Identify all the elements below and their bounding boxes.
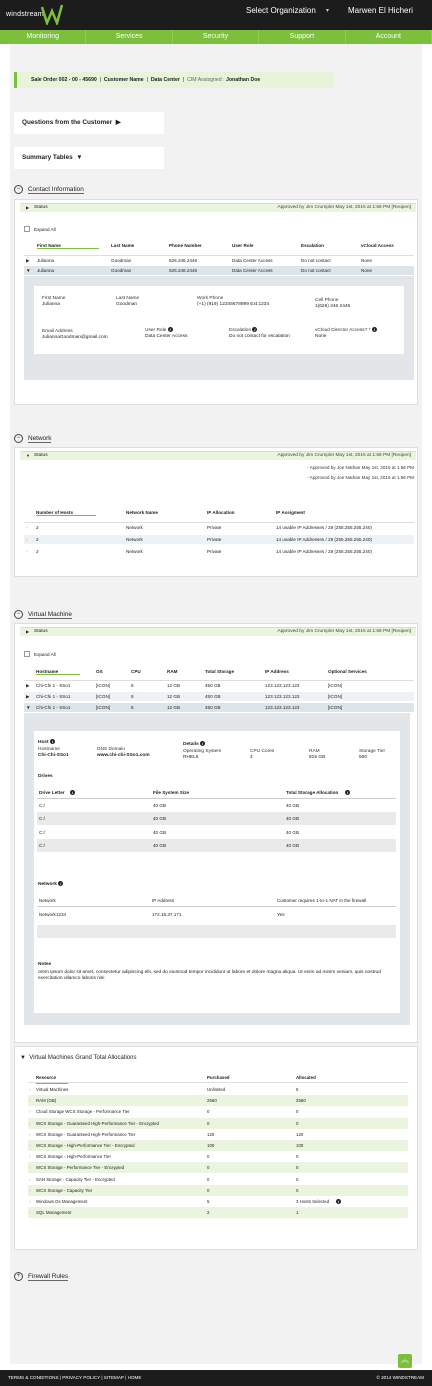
copyright: © 2014 WINDSTREAM: [376, 1375, 424, 1380]
escalation-field: Escalation i Do not contact for escalation: [229, 327, 290, 339]
resource-cell: RAM (GB): [36, 1098, 57, 1104]
allocated-cell: 0: [296, 1154, 299, 1160]
info-icon[interactable]: i: [346, 790, 349, 796]
resource-cell: WCS Storage - Guaranteed High-Performance Tier - Encrypted: [36, 1120, 159, 1126]
alloc-row: › WCS Storage - Performance Tier - Encrypted 0 0: [28, 1162, 408, 1173]
info-icon[interactable]: i: [60, 881, 62, 886]
cell: 8: [131, 705, 134, 710]
chevron-down-icon[interactable]: ▾: [326, 8, 330, 14]
cell: 123.123.123.123: [265, 683, 300, 688]
table-row-expanded[interactable]: [24, 703, 414, 712]
allocated-cell: 120: [296, 1131, 304, 1137]
customer-name: Customer Name: [103, 77, 144, 83]
cim-name: Jonathan Doe: [226, 77, 261, 83]
cell: 450 GB: [205, 683, 221, 688]
col-fs-size: File System Size: [153, 790, 190, 795]
vm-table-header: [24, 669, 414, 677]
expand-icon[interactable]: ▶: [26, 683, 30, 688]
cell: Data Center Access: [232, 258, 273, 263]
table-row[interactable]: [24, 680, 414, 689]
cell: Private: [207, 525, 222, 530]
cell: Network: [126, 525, 143, 530]
alloc-table-header: [28, 1072, 408, 1083]
cell: 2: [36, 525, 39, 530]
data-center: Data Center: [150, 77, 180, 83]
allocated-cell: 3 Hosts Selected: [296, 1199, 330, 1204]
status-label: Status: [34, 453, 48, 458]
nav-services[interactable]: Services: [86, 30, 172, 44]
nav-support[interactable]: Support: [259, 30, 345, 44]
resource-cell: WCS Storage - Capacity Tier: [36, 1187, 93, 1193]
cell: 450 GB: [205, 694, 221, 699]
resource-cell: WCS Storage - High-Performance Tier - Encrypted: [36, 1143, 135, 1148]
expand-all-label: Expand All: [34, 226, 56, 232]
table-row[interactable]: › 2 Network Private 14 usable IP Addresses / 28 (255.255.255.240): [26, 549, 372, 554]
purchased-cell: 0: [207, 1187, 210, 1193]
cell: [ICON]: [328, 705, 343, 710]
firewall-section-header[interactable]: [14, 1272, 68, 1281]
cell: None: [361, 258, 372, 263]
vm-network-empty-row: [37, 925, 396, 938]
contact-detail: [34, 286, 404, 354]
cell: Do not contact: [301, 258, 331, 263]
cell: 8: [131, 683, 134, 688]
col-last-name[interactable]: Last Name: [111, 243, 135, 248]
host-label: Host i: [38, 739, 54, 745]
cell: 626.246.2446: [169, 268, 198, 273]
col-purchased[interactable]: Purchased: [207, 1075, 230, 1080]
drives-header: [37, 786, 396, 799]
resource-cell: WCS Storage - Performance Tier - Encrypted: [36, 1165, 125, 1171]
vm-title: Virtual Machine: [28, 610, 72, 618]
purchased-cell: 0: [207, 1165, 210, 1171]
windstream-logo-icon: [40, 3, 64, 25]
resource-cell: SQL Management: [36, 1210, 72, 1216]
table-row[interactable]: [24, 255, 414, 264]
questions-card[interactable]: [14, 112, 164, 134]
cell: Private: [207, 549, 222, 554]
cell: 123.123.123.123: [265, 705, 300, 710]
info-icon[interactable]: i: [71, 790, 74, 796]
resource-cell: Cloud Storage WCS Storage - Performance Tier: [36, 1109, 130, 1115]
cell: Chi-Chi 1 - SSo1: [36, 705, 71, 710]
cell: [ICON]: [328, 694, 343, 699]
purchased-cell: 100: [207, 1143, 215, 1148]
nav-security[interactable]: Security: [173, 30, 259, 44]
top-header: [0, 0, 432, 30]
resource-cell: SAN Storage - Capacity Tier - Encrypted: [36, 1176, 115, 1182]
cell: [ICON]: [96, 705, 111, 710]
col-ram[interactable]: RAM: [167, 669, 178, 674]
col-os[interactable]: OS: [96, 669, 103, 674]
network-title: Network: [28, 434, 52, 442]
cim-label: CIM Assisgned :: [187, 77, 225, 83]
alloc-title: Virtual Machines Grand Total Allocations: [29, 1055, 137, 1061]
allocated-cell: 1: [296, 1210, 299, 1216]
caret-down-icon: ▼: [76, 154, 83, 161]
vcloud-field: vCloud Director Access? * i None: [315, 327, 375, 339]
contact-title: Contact Information: [28, 185, 84, 193]
resource-cell: WCS Storage - High-Performance Tier: [36, 1154, 111, 1160]
caret-right-icon: ▶: [115, 119, 121, 126]
col-cpu[interactable]: CPU: [131, 669, 141, 674]
os-field: Operating System RHEL6: [183, 749, 222, 760]
user-role-field: User Role i Data Center Access: [145, 327, 188, 339]
col-user-role[interactable]: User Role: [232, 243, 254, 248]
cell: Data Center Access: [232, 268, 273, 273]
contact-table-header: [24, 243, 414, 251]
expand-all-checkbox[interactable]: [24, 226, 56, 232]
col-drive-letter: Drive Letter: [39, 790, 65, 795]
expand-all-label: Expand All: [34, 651, 56, 657]
sale-order-number: Sale Order 002 - 00 - 45690: [31, 77, 97, 83]
drive-row: C:/ 40 GB 40 GB: [39, 803, 300, 808]
drive-row: C:/ 40 GB 40 GB: [37, 812, 396, 825]
storage-tier-field: Storage Tier 500: [359, 749, 386, 760]
cell: Julianna: [37, 268, 55, 273]
col-phone[interactable]: Phone Number: [169, 243, 202, 248]
allocated-cell: 100: [296, 1143, 304, 1148]
info-icon[interactable]: i: [51, 739, 54, 744]
cell: 14 usable IP Addresses / 28 (255.255.255.240): [276, 549, 372, 554]
col-first-name[interactable]: First Name: [37, 243, 99, 249]
cell: 450 GB: [205, 705, 221, 710]
vm-network-row: Network1234 172.18.37.171 Yes: [39, 912, 285, 917]
col-escalation[interactable]: Escalation: [301, 243, 324, 248]
footer-links[interactable]: TERMS & CONDITIONS | PRIVACY POLICY | SITEMAP | HOME: [8, 1375, 142, 1380]
alloc-row: › Virtual Machines Unlimited 5: [28, 1084, 408, 1095]
scroll-to-top-button[interactable]: [398, 1354, 412, 1368]
caret-down-icon: ▼: [20, 1055, 26, 1061]
vm-network-header: Network IP Address Customer requires 1-to-1 NAT in the firewall: [37, 894, 396, 907]
summary-label: Summary Tables: [22, 154, 73, 161]
network-label: Network i: [38, 881, 62, 887]
purchased-cell: 2560: [207, 1098, 217, 1104]
resource-cell: Virtual Machines: [36, 1087, 69, 1092]
cell: Chi-Chi 1 - SSo1: [36, 683, 71, 688]
details-label: Details i: [183, 741, 204, 747]
vm-section-header[interactable]: [14, 610, 72, 619]
ram-field: RAM 815 GB: [309, 749, 326, 760]
cell: 2: [36, 537, 39, 542]
cell: 14 usable IP Addresses / 28 (255.255.255.240): [276, 525, 372, 530]
dns-domain-field: DNS Domain www.chi-chi-SSo1.com: [97, 747, 150, 758]
notes-text: orem ipsum dolor sit amet, consectetur adipiscing elit, sed do eiusmod tempor incididunt ut labore et dolore magna aliqua. Ut enim ad minim veniam, quis nostrud exercitation ullamco laboris nisi: [38, 970, 381, 981]
alloc-row: › RAM (GB) 2560 2560: [28, 1095, 408, 1106]
cell: 626.246.2446: [169, 258, 198, 263]
collapse-row-icon[interactable]: ▼: [26, 705, 31, 710]
table-row[interactable]: [24, 692, 414, 701]
footer: [0, 1370, 432, 1386]
cell: Network: [126, 537, 143, 542]
questions-label: Questions from the Customer: [22, 119, 113, 126]
cell: 14 usable IP Addresses / 28 (255.255.255.240): [276, 537, 372, 542]
cell: 12 GB: [167, 694, 181, 699]
alloc-row: › Windows Os Management 5 3 Hosts Selected i: [28, 1196, 408, 1207]
allocated-cell: 0: [296, 1120, 299, 1126]
network-table-header: [24, 510, 414, 518]
checkbox-icon: [24, 226, 30, 232]
cell-phone-field: Cell Phone 1(626) 246 2446: [315, 298, 351, 309]
status-label: Status: [34, 629, 48, 634]
info-icon[interactable]: i: [373, 327, 375, 332]
cell: [ICON]: [328, 683, 343, 688]
col-total-storage[interactable]: Total Storage: [205, 669, 235, 674]
cell: Chi-Chi 1 - SSo1: [36, 694, 71, 699]
cell: Goodman: [111, 268, 132, 273]
vm-status-bar[interactable]: [20, 627, 416, 636]
collapse-icon: −: [14, 434, 23, 443]
main-nav: [0, 30, 432, 44]
col-optional-services[interactable]: Optional Services: [328, 669, 367, 674]
allocated-cell: 0: [296, 1187, 299, 1193]
drive-row: C:/ 40 GB 40 GB: [39, 830, 300, 835]
work-phone-field: Work Phone (+1) (919) 12345678999 Ext.1234: [197, 296, 270, 307]
resource-cell: WCS Storage - Guaranteed High-Performance Tier: [36, 1131, 136, 1137]
caret-right-icon: ▶: [26, 629, 30, 634]
sale-order-bar: Sale Order 002 - 00 - 45690 | Customer Name | Data Center | CIM Assisgned : Jonathan Doe: [14, 72, 334, 88]
col-vcloud[interactable]: vCloud Access: [361, 243, 394, 248]
alloc-header[interactable]: [20, 1055, 136, 1061]
allocated-cell: 0: [296, 1176, 299, 1182]
allocated-cell: 0: [296, 1109, 299, 1115]
table-row[interactable]: › 2 Network Private 14 usable IP Addresses / 28 (255.255.255.240): [24, 535, 414, 544]
alloc-row: › SQL Management 2 1: [28, 1207, 408, 1218]
col-ip-address[interactable]: IP Address: [265, 669, 289, 674]
cell: 2: [36, 549, 39, 554]
network-section-header[interactable]: [14, 434, 51, 443]
firewall-title: Firewall Rules: [28, 1272, 69, 1280]
allocated-cell: 2560: [296, 1098, 306, 1104]
info-icon[interactable]: i: [337, 1199, 340, 1205]
col-ip-allocation[interactable]: IP Allocation: [207, 510, 235, 515]
logo[interactable]: windstream: [6, 11, 44, 18]
summary-tables-card[interactable]: [14, 147, 164, 169]
approval-history: - Approved by Joe Nathan May 1st, 2015 at 1:56 PM: [307, 465, 414, 470]
cpu-cores-field: CPU Cores 4: [250, 749, 275, 760]
purchased-cell: 2: [207, 1210, 210, 1216]
hostname-field: Hostname Chi-Chi-SSo1: [38, 747, 69, 758]
cell: Julianna: [37, 258, 55, 263]
nav-account[interactable]: Account: [346, 30, 432, 44]
table-row-expanded[interactable]: [24, 266, 414, 275]
cell: Network: [126, 549, 143, 554]
cell: 12 GB: [167, 705, 181, 710]
collapse-icon: −: [14, 610, 23, 619]
expand-all-checkbox[interactable]: [24, 651, 56, 657]
double-chevron-up-icon: ︽: [401, 1355, 409, 1364]
col-ip-assignment[interactable]: IP Assigment: [276, 510, 305, 515]
alloc-row: › SAN Storage - Capacity Tier - Encrypted 0 0: [28, 1174, 408, 1185]
checkbox-icon: [24, 651, 30, 657]
approval-text[interactable]: Approved by Jim Crumpler May 1st, 2015 at 1:56 PM [Reopen]: [277, 629, 411, 634]
drives-label: Drives: [38, 774, 53, 779]
notes-label: Notes: [38, 962, 52, 967]
info-icon[interactable]: i: [202, 741, 204, 746]
purchased-cell: 5: [207, 1199, 210, 1204]
cell: [ICON]: [96, 694, 111, 699]
cell: Private: [207, 537, 222, 542]
col-hosts[interactable]: Number of Hosts: [36, 510, 96, 516]
alloc-row: › WCS Storage - Guaranteed High-Performance Tier 120 120: [28, 1129, 408, 1140]
cell: 8: [131, 694, 134, 699]
cell: 12 GB: [167, 683, 181, 688]
collapse-icon: −: [14, 185, 23, 194]
cell: [ICON]: [96, 683, 111, 688]
network-status-bar[interactable]: [20, 451, 416, 460]
alloc-row: › WCS Storage - Capacity Tier 0 0: [28, 1185, 408, 1196]
col-total-alloc: Total Storage Allocation: [286, 790, 339, 795]
resource-cell: Windows Os Management: [36, 1199, 88, 1204]
info-icon[interactable]: i: [169, 327, 171, 332]
purchased-cell: Unlimited: [207, 1087, 226, 1092]
cell: Goodman: [111, 258, 132, 263]
approval-text[interactable]: Approved by Jim Crumpler May 1st, 2015 at 1:56 PM [Reopen]: [277, 205, 411, 210]
info-icon[interactable]: i: [254, 327, 256, 332]
purchased-cell: 0: [207, 1176, 210, 1182]
alloc-row: › WCS Storage - Guaranteed High-Performance Tier - Encrypted 0 0: [28, 1118, 408, 1129]
user-menu[interactable]: Marwen El Hicheri: [348, 6, 413, 15]
alloc-row: › WCS Storage - High-Performance Tier - Encrypted 100 100: [28, 1140, 408, 1151]
purchased-cell: 0: [207, 1154, 210, 1160]
approval-text[interactable]: Approved by Jim Crumpler May 1st, 2015 at 1:56 PM [Reopen]: [277, 453, 411, 458]
expand-icon[interactable]: ▶: [26, 694, 30, 699]
organization-select[interactable]: Select Organization: [246, 6, 316, 15]
approval-history: - Approved by Joe Nathan May 1st, 2015 at 1:56 PM: [307, 475, 414, 480]
last-name-field: Last Name Goodman: [116, 296, 140, 307]
nav-monitoring[interactable]: Monitoring: [0, 30, 86, 44]
contact-section-header[interactable]: [14, 185, 84, 194]
email-field: Email Address JuliannaGoodman@gmail.com: [42, 329, 108, 340]
status-label: Status: [34, 205, 48, 210]
first-name-field: First Name Julianna: [42, 296, 66, 307]
col-network-name[interactable]: Network Name: [126, 510, 158, 515]
col-hostname[interactable]: Hostname: [36, 669, 80, 675]
alloc-row: › WCS Storage - High-Performance Tier 0 0: [28, 1151, 408, 1162]
col-allocated[interactable]: Allocated: [296, 1075, 316, 1080]
cell: None: [361, 268, 372, 273]
cell: 123.123.123.123: [265, 694, 300, 699]
purchased-cell: 0: [207, 1120, 210, 1126]
expand-icon: +: [14, 1272, 23, 1281]
caret-right-icon: ▶: [26, 205, 30, 210]
purchased-cell: 0: [207, 1109, 210, 1115]
alloc-row: › Cloud Storage WCS Storage - Performance Tier 0 0: [28, 1106, 408, 1117]
contact-status-bar[interactable]: [20, 203, 416, 212]
purchased-cell: 120: [207, 1131, 215, 1137]
expand-icon[interactable]: ▶: [26, 258, 30, 263]
col-resource[interactable]: Resource: [36, 1072, 68, 1084]
cell: Do not contact: [301, 268, 331, 273]
caret-down-icon: ▼: [26, 453, 30, 458]
table-row[interactable]: › 2 Network Private 14 usable IP Addresses / 28 (255.255.255.240): [24, 522, 414, 531]
drive-row: C:/ 40 GB 40 GB: [37, 839, 396, 852]
collapse-row-icon[interactable]: ▼: [26, 268, 31, 273]
allocated-cell: 0: [296, 1165, 299, 1171]
allocated-cell: 5: [296, 1087, 299, 1092]
